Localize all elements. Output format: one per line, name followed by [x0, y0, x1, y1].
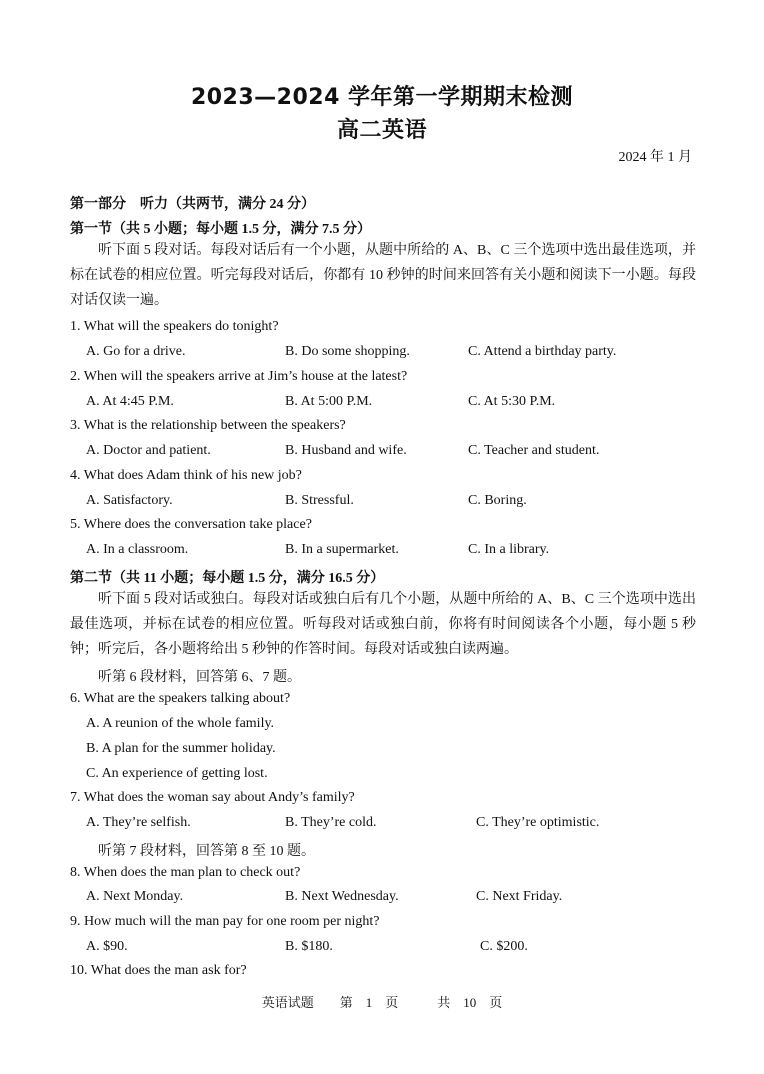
option-b: B. Husband and wife. — [285, 443, 407, 458]
option-b: B. $180. — [285, 939, 333, 954]
option-c: C. Attend a birthday party. — [468, 344, 617, 359]
option-a: A. Next Monday. — [86, 889, 184, 904]
option-a: A. $90. — [86, 939, 128, 954]
question-stem: 8. When does the man plan to check out? — [70, 865, 301, 880]
exam-title: 2023—2024 学年第一学期期末检测 — [190, 85, 574, 110]
question-stem: 2. When will the speakers arrive at Jim’s house at the latest? — [70, 369, 408, 384]
exam-subject: 高二英语 — [336, 118, 427, 143]
option-a: A. At 4:45 P.M. — [86, 394, 174, 409]
option-c: C. An experience of getting lost. — [86, 766, 268, 781]
question-stem: 6. What are the speakers talking about? — [70, 691, 291, 706]
material-note: 听第 7 段材料，回答第 8 至 10 题。 — [98, 844, 315, 859]
question-stem: 1. What will the speakers do tonight? — [70, 319, 279, 334]
page-footer: 英语试题 第 1 页 共 10 页 — [261, 995, 503, 1010]
option-b: B. They’re cold. — [285, 815, 377, 830]
question-stem: 4. What does Adam think of his new job? — [70, 468, 302, 483]
option-a: A. A reunion of the whole family. — [86, 716, 275, 731]
part-heading: 第一部分 听力（共两节，满分 24 分） — [70, 197, 315, 212]
option-c: C. In a library. — [468, 542, 550, 557]
section1-instructions: 听下面 5 段对话。每段对话后有一个小题，从题中所给的 A、B、C 三个选项中选出最佳选项，并标在试卷的相应位置。听完每段对话后，你都有 10 秒钟的时间来回答有关小题和阅读下一小题。每段对话仅读一遍。 — [70, 243, 696, 308]
option-c: C. Teacher and student. — [468, 443, 600, 458]
option-a: A. In a classroom. — [86, 542, 189, 557]
option-b: B. Next Wednesday. — [285, 889, 399, 904]
exam-date: 2024 年 1 月 — [618, 150, 692, 165]
material-note: 听第 6 段材料，回答第 6、7 题。 — [98, 670, 301, 685]
question-stem: 9. How much will the man pay for one room per night? — [70, 914, 380, 929]
question-stem: 7. What does the woman say about Andy’s family? — [70, 790, 355, 805]
option-c: C. At 5:30 P.M. — [468, 394, 556, 409]
section2-instructions: 听下面 5 段对话或独白。每段对话或独白后有几个小题，从题中所给的 A、B、C 三个选项中选出最佳选项，并标在试卷的相应位置。听每段对话或独白前，你将有时间阅读各个小题，每小题 5 秒钟；听完后，各小题将给出 5 秒钟的作答时间。每段对话或独白读两遍。 — [70, 592, 696, 657]
option-c: C. $200. — [480, 939, 528, 954]
option-c: C. Next Friday. — [476, 889, 563, 904]
option-a: A. Satisfactory. — [86, 493, 173, 508]
option-b: B. Stressful. — [285, 493, 354, 508]
question-stem: 3. What is the relationship between the speakers? — [70, 418, 346, 433]
section2-heading: 第二节（共 11 小题；每小题 1.5 分，满分 16.5 分） — [70, 571, 385, 586]
option-b: B. A plan for the summer holiday. — [86, 741, 276, 756]
option-c: C. They’re optimistic. — [476, 815, 600, 830]
option-b: B. Do some shopping. — [285, 344, 410, 359]
section1-heading: 第一节（共 5 小题；每小题 1.5 分，满分 7.5 分） — [70, 222, 371, 237]
option-a: A. Doctor and patient. — [86, 443, 211, 458]
option-b: B. At 5:00 P.M. — [285, 394, 373, 409]
option-a: A. They’re selfish. — [86, 815, 191, 830]
option-b: B. In a supermarket. — [285, 542, 399, 557]
option-a: A. Go for a drive. — [86, 344, 186, 359]
option-c: C. Boring. — [468, 493, 527, 508]
question-stem: 10. What does the man ask for? — [70, 963, 247, 978]
question-stem: 5. Where does the conversation take place? — [70, 517, 312, 532]
